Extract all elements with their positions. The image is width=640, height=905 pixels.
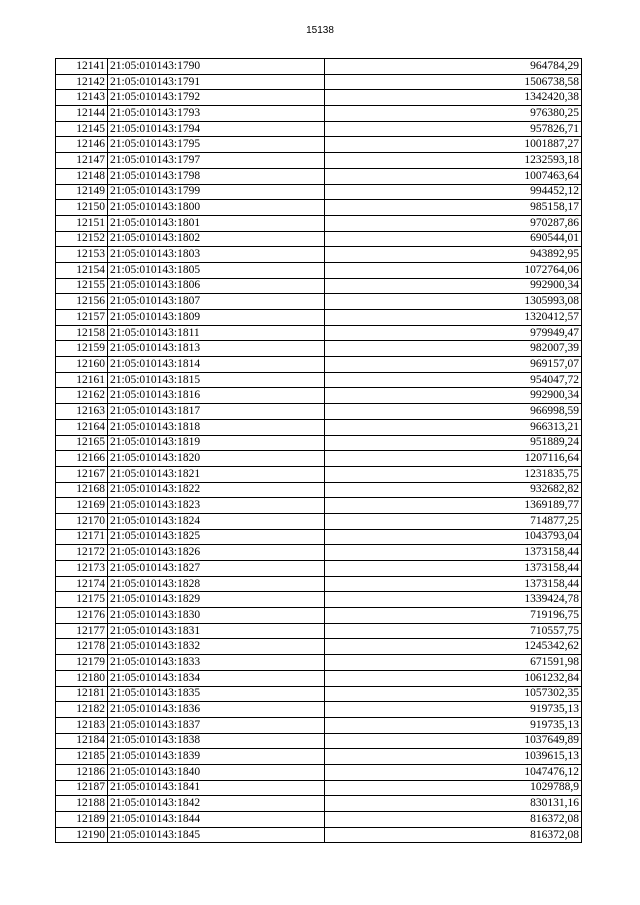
cadastral-number-cell: 21:05:010143:1837 (108, 717, 325, 733)
cadastral-value-cell: 994452,12 (325, 184, 582, 200)
row-number-cell: 12184 (56, 733, 108, 749)
table-row (56, 513, 582, 529)
table-row (56, 262, 582, 278)
row-number-cell: 12160 (56, 357, 108, 373)
row-number-cell: 12164 (56, 419, 108, 435)
table-row (56, 419, 582, 435)
cadastral-number-cell: 21:05:010143:1823 (108, 498, 325, 514)
cadastral-value-cell: 671591,98 (325, 655, 582, 671)
cadastral-value-cell: 982007,39 (325, 341, 582, 357)
row-number-cell: 12156 (56, 294, 108, 310)
table-row (56, 702, 582, 718)
table-row (56, 639, 582, 655)
row-number-cell: 12174 (56, 576, 108, 592)
table-row (56, 357, 582, 373)
cadastral-number-cell: 21:05:010143:1811 (108, 325, 325, 341)
table-row (56, 325, 582, 341)
cadastral-value-cell: 1037649,89 (325, 733, 582, 749)
cadastral-number-cell: 21:05:010143:1831 (108, 623, 325, 639)
cadastral-value-cell: 1231835,75 (325, 466, 582, 482)
cadastral-number-cell: 21:05:010143:1794 (108, 121, 325, 137)
table-row (56, 451, 582, 467)
cadastral-number-cell: 21:05:010143:1805 (108, 262, 325, 278)
table-row (56, 106, 582, 122)
cadastral-value-cell: 1245342,62 (325, 639, 582, 655)
cadastral-value-cell: 1007463,64 (325, 168, 582, 184)
row-number-cell: 12145 (56, 121, 108, 137)
table-row (56, 168, 582, 184)
table-row (56, 482, 582, 498)
row-number-cell: 12159 (56, 341, 108, 357)
cadastral-value-cell: 932682,82 (325, 482, 582, 498)
cadastral-number-cell: 21:05:010143:1827 (108, 561, 325, 577)
row-number-cell: 12165 (56, 435, 108, 451)
cadastral-number-cell: 21:05:010143:1821 (108, 466, 325, 482)
row-number-cell: 12146 (56, 137, 108, 153)
row-number-cell: 12168 (56, 482, 108, 498)
row-number-cell: 12189 (56, 812, 108, 828)
cadastral-value-cell: 976380,25 (325, 106, 582, 122)
cadastral-number-cell: 21:05:010143:1795 (108, 137, 325, 153)
table-row (56, 404, 582, 420)
cadastral-value-cell: 1305993,08 (325, 294, 582, 310)
cadastral-number-cell: 21:05:010143:1807 (108, 294, 325, 310)
cadastral-value-cell: 1061232,84 (325, 670, 582, 686)
cadastral-number-cell: 21:05:010143:1820 (108, 451, 325, 467)
cadastral-number-cell: 21:05:010143:1799 (108, 184, 325, 200)
table-row (56, 608, 582, 624)
row-number-cell: 12155 (56, 278, 108, 294)
row-number-cell: 12148 (56, 168, 108, 184)
row-number-cell: 12172 (56, 545, 108, 561)
cadastral-value-cell: 1339424,78 (325, 592, 582, 608)
table-row (56, 796, 582, 812)
cadastral-value-cell: 970287,86 (325, 215, 582, 231)
row-number-cell: 12173 (56, 561, 108, 577)
row-number-cell: 12170 (56, 513, 108, 529)
cadastral-number-cell: 21:05:010143:1828 (108, 576, 325, 592)
cadastral-value-cell: 957826,71 (325, 121, 582, 137)
cadastral-number-cell: 21:05:010143:1819 (108, 435, 325, 451)
row-number-cell: 12183 (56, 717, 108, 733)
cadastral-number-cell: 21:05:010143:1814 (108, 357, 325, 373)
cadastral-value-cell: 985158,17 (325, 200, 582, 216)
cadastral-value-cell: 1029788,9 (325, 780, 582, 796)
table-row (56, 341, 582, 357)
cadastral-value-cell: 1001887,27 (325, 137, 582, 153)
cadastral-value-cell: 1373158,44 (325, 545, 582, 561)
cadastral-number-cell: 21:05:010143:1792 (108, 90, 325, 106)
cadastral-value-cell: 719196,75 (325, 608, 582, 624)
table-row (56, 74, 582, 90)
cadastral-number-cell: 21:05:010143:1806 (108, 278, 325, 294)
table-row (56, 749, 582, 765)
table-row (56, 247, 582, 263)
cadastral-value-cell: 969157,07 (325, 357, 582, 373)
page-number: 15138 (306, 25, 334, 36)
table-row (56, 576, 582, 592)
table-row (56, 372, 582, 388)
row-number-cell: 12143 (56, 90, 108, 106)
table-row (56, 529, 582, 545)
cadastral-value-cell: 1506738,58 (325, 74, 582, 90)
cadastral-number-cell: 21:05:010143:1802 (108, 231, 325, 247)
cadastral-value-cell: 979949,47 (325, 325, 582, 341)
row-number-cell: 12150 (56, 200, 108, 216)
row-number-cell: 12186 (56, 764, 108, 780)
row-number-cell: 12185 (56, 749, 108, 765)
cadastral-number-cell: 21:05:010143:1845 (108, 827, 325, 843)
cadastral-value-cell: 816372,08 (325, 827, 582, 843)
row-number-cell: 12149 (56, 184, 108, 200)
row-number-cell: 12176 (56, 608, 108, 624)
cadastral-number-cell: 21:05:010143:1822 (108, 482, 325, 498)
row-number-cell: 12154 (56, 262, 108, 278)
row-number-cell: 12163 (56, 404, 108, 420)
table-row (56, 215, 582, 231)
cadastral-value-cell: 992900,34 (325, 278, 582, 294)
table-row (56, 498, 582, 514)
table-row (56, 466, 582, 482)
cadastral-number-cell: 21:05:010143:1829 (108, 592, 325, 608)
table-row (56, 59, 582, 75)
cadastral-number-cell: 21:05:010143:1798 (108, 168, 325, 184)
row-number-cell: 12171 (56, 529, 108, 545)
cadastral-value-cell: 1047476,12 (325, 764, 582, 780)
cadastral-number-cell: 21:05:010143:1801 (108, 215, 325, 231)
row-number-cell: 12182 (56, 702, 108, 718)
cadastral-number-cell: 21:05:010143:1818 (108, 419, 325, 435)
cadastral-number-cell: 21:05:010143:1841 (108, 780, 325, 796)
table-row (56, 435, 582, 451)
cadastral-value-cell: 830131,16 (325, 796, 582, 812)
row-number-cell: 12141 (56, 59, 108, 75)
cadastral-number-cell: 21:05:010143:1797 (108, 153, 325, 169)
cadastral-number-cell: 21:05:010143:1836 (108, 702, 325, 718)
row-number-cell: 12162 (56, 388, 108, 404)
table-row (56, 294, 582, 310)
row-number-cell: 12177 (56, 623, 108, 639)
cadastral-value-table (55, 58, 582, 843)
cadastral-value-cell: 1039615,13 (325, 749, 582, 765)
cadastral-number-cell: 21:05:010143:1835 (108, 686, 325, 702)
table-row (56, 90, 582, 106)
cadastral-number-cell: 21:05:010143:1816 (108, 388, 325, 404)
cadastral-number-cell: 21:05:010143:1838 (108, 733, 325, 749)
cadastral-number-cell: 21:05:010143:1832 (108, 639, 325, 655)
table-row (56, 670, 582, 686)
cadastral-number-cell: 21:05:010143:1830 (108, 608, 325, 624)
row-number-cell: 12181 (56, 686, 108, 702)
table-row (56, 200, 582, 216)
cadastral-number-cell: 21:05:010143:1825 (108, 529, 325, 545)
cadastral-number-cell: 21:05:010143:1840 (108, 764, 325, 780)
row-number-cell: 12157 (56, 310, 108, 326)
cadastral-number-cell: 21:05:010143:1817 (108, 404, 325, 420)
table-row (56, 310, 582, 326)
cadastral-value-cell: 919735,13 (325, 702, 582, 718)
row-number-cell: 12190 (56, 827, 108, 843)
table-row (56, 184, 582, 200)
cadastral-number-cell: 21:05:010143:1813 (108, 341, 325, 357)
table-row (56, 231, 582, 247)
row-number-cell: 12151 (56, 215, 108, 231)
table-row (56, 655, 582, 671)
cadastral-value-cell: 943892,95 (325, 247, 582, 263)
cadastral-value-cell: 690544,01 (325, 231, 582, 247)
table-row (56, 121, 582, 137)
row-number-cell: 12161 (56, 372, 108, 388)
cadastral-value-cell: 966998,59 (325, 404, 582, 420)
row-number-cell: 12188 (56, 796, 108, 812)
cadastral-number-cell: 21:05:010143:1833 (108, 655, 325, 671)
cadastral-value-cell: 1207116,64 (325, 451, 582, 467)
table-row (56, 592, 582, 608)
cadastral-number-cell: 21:05:010143:1800 (108, 200, 325, 216)
table-body (56, 59, 582, 843)
cadastral-number-cell: 21:05:010143:1790 (108, 59, 325, 75)
cadastral-value-cell: 992900,34 (325, 388, 582, 404)
cadastral-value-cell: 816372,08 (325, 812, 582, 828)
row-number-cell: 12175 (56, 592, 108, 608)
row-number-cell: 12147 (56, 153, 108, 169)
cadastral-number-cell: 21:05:010143:1824 (108, 513, 325, 529)
table-row (56, 717, 582, 733)
cadastral-number-cell: 21:05:010143:1815 (108, 372, 325, 388)
table-row (56, 623, 582, 639)
row-number-cell: 12187 (56, 780, 108, 796)
cadastral-number-cell: 21:05:010143:1809 (108, 310, 325, 326)
cadastral-value-cell: 1369189,77 (325, 498, 582, 514)
row-number-cell: 12153 (56, 247, 108, 263)
cadastral-value-cell: 1373158,44 (325, 561, 582, 577)
cadastral-value-cell: 966313,21 (325, 419, 582, 435)
row-number-cell: 12180 (56, 670, 108, 686)
table-row (56, 137, 582, 153)
cadastral-number-cell: 21:05:010143:1839 (108, 749, 325, 765)
cadastral-number-cell: 21:05:010143:1842 (108, 796, 325, 812)
table-row (56, 812, 582, 828)
cadastral-value-cell: 964784,29 (325, 59, 582, 75)
row-number-cell: 12178 (56, 639, 108, 655)
cadastral-number-cell: 21:05:010143:1791 (108, 74, 325, 90)
cadastral-number-cell: 21:05:010143:1844 (108, 812, 325, 828)
row-number-cell: 12144 (56, 106, 108, 122)
table-row (56, 827, 582, 843)
cadastral-value-cell: 954047,72 (325, 372, 582, 388)
cadastral-value-cell: 1373158,44 (325, 576, 582, 592)
cadastral-value-cell: 1232593,18 (325, 153, 582, 169)
row-number-cell: 12167 (56, 466, 108, 482)
cadastral-value-cell: 1043793,04 (325, 529, 582, 545)
table-row (56, 686, 582, 702)
table-row (56, 764, 582, 780)
table-row (56, 388, 582, 404)
cadastral-value-cell: 919735,13 (325, 717, 582, 733)
cadastral-value-cell: 714877,25 (325, 513, 582, 529)
row-number-cell: 12158 (56, 325, 108, 341)
table-row (56, 153, 582, 169)
table-row (56, 278, 582, 294)
cadastral-value-cell: 1072764,06 (325, 262, 582, 278)
cadastral-number-cell: 21:05:010143:1834 (108, 670, 325, 686)
cadastral-value-cell: 1342420,38 (325, 90, 582, 106)
cadastral-number-cell: 21:05:010143:1803 (108, 247, 325, 263)
cadastral-number-cell: 21:05:010143:1793 (108, 106, 325, 122)
table-row (56, 733, 582, 749)
cadastral-value-cell: 1057302,35 (325, 686, 582, 702)
row-number-cell: 12142 (56, 74, 108, 90)
row-number-cell: 12166 (56, 451, 108, 467)
cadastral-value-cell: 1320412,57 (325, 310, 582, 326)
table-row (56, 545, 582, 561)
row-number-cell: 12152 (56, 231, 108, 247)
cadastral-value-cell: 710557,75 (325, 623, 582, 639)
row-number-cell: 12179 (56, 655, 108, 671)
cadastral-number-cell: 21:05:010143:1826 (108, 545, 325, 561)
cadastral-value-cell: 951889,24 (325, 435, 582, 451)
row-number-cell: 12169 (56, 498, 108, 514)
table-row (56, 561, 582, 577)
table-row (56, 780, 582, 796)
